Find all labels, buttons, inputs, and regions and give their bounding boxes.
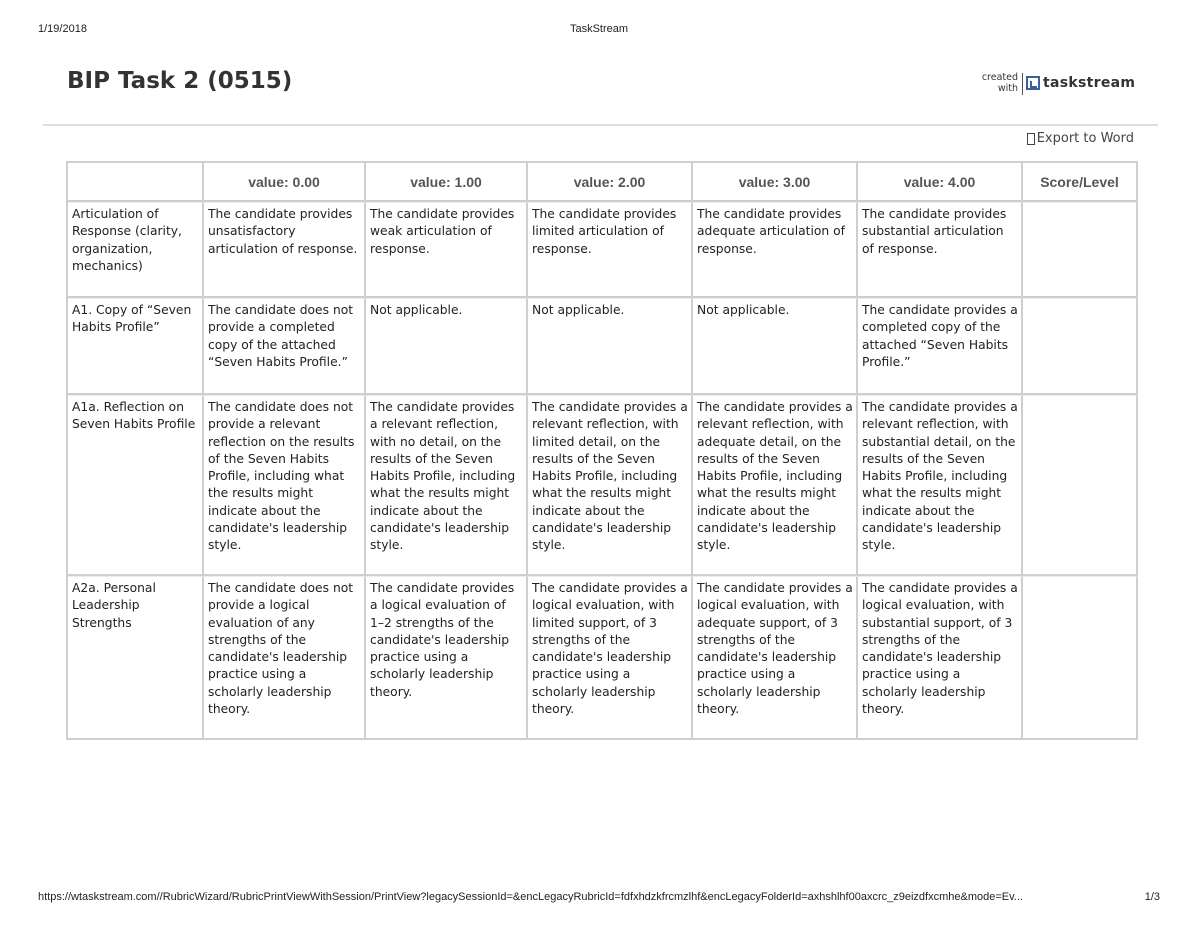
score-cell <box>1023 576 1138 740</box>
score-cell <box>1023 202 1138 298</box>
table-row <box>68 298 1138 395</box>
brand-name: taskstream <box>1043 75 1136 91</box>
rubric-table <box>66 161 1138 740</box>
print-header <box>38 23 1160 39</box>
brand-with-text: with <box>997 83 1018 94</box>
rubric-cell: The candidate provides a relevant reflection, with adequate detail, on the results of the Seven Habits Profile, including what the results might indicate about the candidate's leadership style. <box>693 395 858 576</box>
page-url: https://wtaskstream.com//RubricWizard/RubricPrintViewWithSession/PrintView?legacySessionId=&encLegacyRubricId=fdfxhdzkfrcmzlhf&encLegacyFolderId=axhshlhf00axcrc_z9eizdfxcmhe&mode=Ev... <box>38 891 1023 903</box>
criterion-cell: A1a. Reflection on Seven Habits Profile <box>68 395 204 576</box>
page-title: BIP Task 2 (0515) <box>67 68 293 94</box>
print-date: 1/19/2018 <box>38 23 87 35</box>
header-value-4: value: 4.00 <box>858 163 1023 202</box>
header-value-3: value: 3.00 <box>693 163 858 202</box>
rubric-cell: The candidate provides unsatisfactory articulation of response. <box>204 202 366 298</box>
header-value-2: value: 2.00 <box>528 163 693 202</box>
header-value-1: value: 1.00 <box>366 163 528 202</box>
page-number: 1/3 <box>1144 891 1160 903</box>
criterion-cell: Articulation of Response (clarity, organization, mechanics) <box>68 202 204 298</box>
rubric-cell: The candidate provides weak articulation of response. <box>366 202 528 298</box>
brand-created-with <box>972 72 1018 94</box>
rubric-cell: The candidate provides a logical evaluation of 1–2 strengths of the candidate's leadership practice using a scholarly leadership theory. <box>366 576 528 740</box>
rubric-cell: The candidate does not provide a relevant reflection on the results of the Seven Habits Profile, including what the results might indicate about the candidate's leadership style. <box>204 395 366 576</box>
rubric-cell: The candidate provides a logical evaluation, with adequate support, of 3 strengths of the candidate's leadership practice using a scholarly leadership theory. <box>693 576 858 740</box>
rubric-cell: The candidate provides limited articulation of response. <box>528 202 693 298</box>
rubric-cell: Not applicable. <box>366 298 528 395</box>
rubric-cell: Not applicable. <box>693 298 858 395</box>
rubric-cell: Not applicable. <box>528 298 693 395</box>
rubric-cell: The candidate provides substantial articulation of response. <box>858 202 1023 298</box>
document-icon <box>1027 133 1035 145</box>
export-label: Export to Word <box>1036 131 1134 146</box>
rubric-cell: The candidate provides a relevant reflection, with substantial detail, on the results of the Seven Habits Profile, including what the results might indicate about the candidate's leadership style. <box>858 395 1023 576</box>
rubric-cell: The candidate does not provide a completed copy of the attached “Seven Habits Profile.” <box>204 298 366 395</box>
header-divider <box>43 124 1158 126</box>
print-title: TaskStream <box>569 23 629 35</box>
taskstream-brand <box>972 72 1137 98</box>
rubric-cell: The candidate provides a relevant reflection, with no detail, on the results of the Seven Habits Profile, including what the results might indicate about the candidate's leadership style. <box>366 395 528 576</box>
header-score-level: Score/Level <box>1023 163 1138 202</box>
export-to-word-link[interactable] <box>1027 131 1134 146</box>
table-row <box>68 576 1138 740</box>
criterion-cell: A1. Copy of “Seven Habits Profile” <box>68 298 204 395</box>
rubric-cell: The candidate provides a logical evaluation, with substantial support, of 3 strengths of the candidate's leadership practice using a scholarly leadership theory. <box>858 576 1023 740</box>
rubric-cell: The candidate provides a relevant reflection, with limited detail, on the results of the Seven Habits Profile, including what the results might indicate about the candidate's leadership style. <box>528 395 693 576</box>
score-cell <box>1023 298 1138 395</box>
header-criterion <box>68 163 204 202</box>
taskstream-logo-icon <box>1026 76 1040 90</box>
brand-created-text: created <box>981 72 1018 83</box>
brand-separator <box>1022 73 1023 95</box>
rubric-header-row <box>68 163 1138 202</box>
rubric-cell: The candidate provides a logical evaluation, with limited support, of 3 strengths of the candidate's leadership practice using a scholarly leadership theory. <box>528 576 693 740</box>
score-cell <box>1023 395 1138 576</box>
table-row <box>68 202 1138 298</box>
criterion-cell: A2a. Personal Leadership Strengths <box>68 576 204 740</box>
rubric-cell: The candidate provides adequate articulation of response. <box>693 202 858 298</box>
rubric-cell: The candidate provides a completed copy of the attached “Seven Habits Profile.” <box>858 298 1023 395</box>
header-value-0: value: 0.00 <box>204 163 366 202</box>
rubric-cell: The candidate does not provide a logical evaluation of any strengths of the candidate's leadership practice using a scholarly leadership theory. <box>204 576 366 740</box>
table-row <box>68 395 1138 576</box>
